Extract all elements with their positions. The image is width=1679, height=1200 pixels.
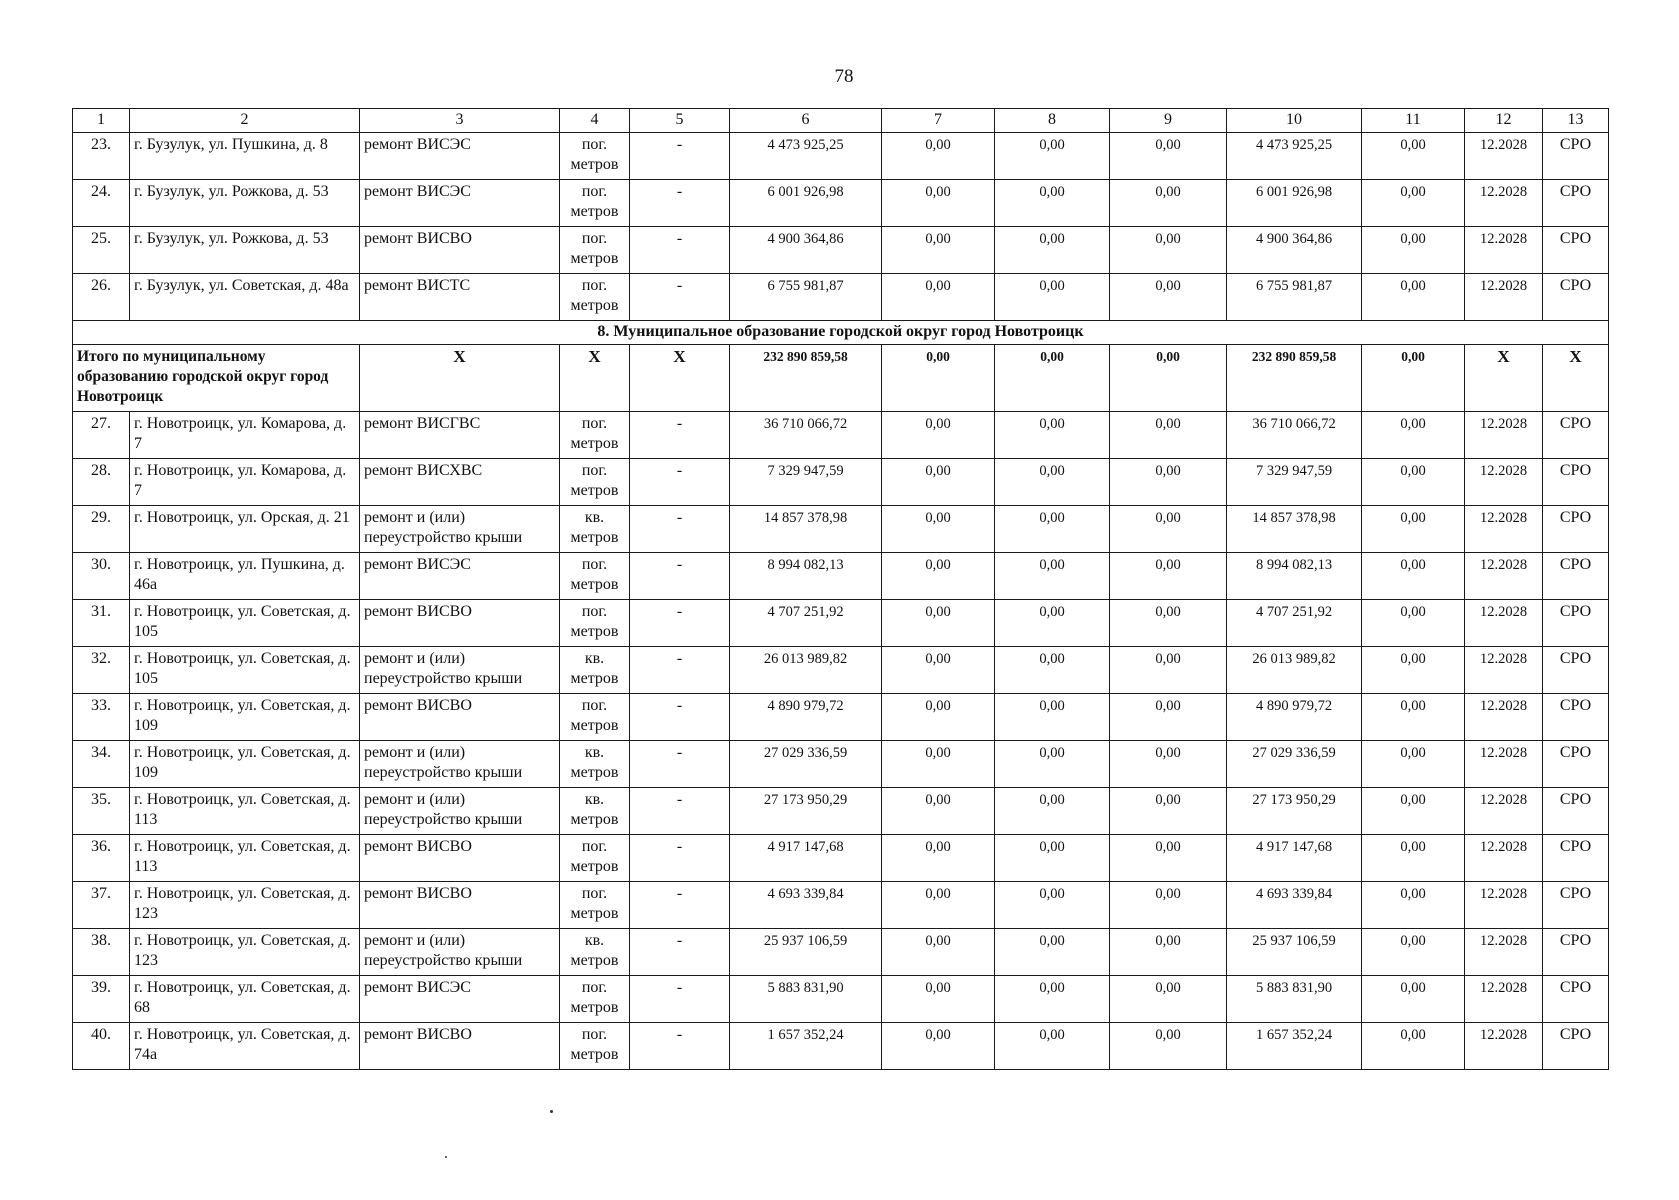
value-cell: 0,00: [1362, 506, 1465, 553]
value-cell: 0,00: [882, 929, 995, 976]
source-cell: СРО: [1543, 274, 1609, 321]
cost-total-cell: 25 937 106,59: [730, 929, 882, 976]
deadline-cell: 12.2028: [1465, 553, 1543, 600]
table-row: [73, 600, 1609, 647]
value-cell: 0,00: [1110, 976, 1227, 1023]
table-row: [73, 412, 1609, 459]
cost-fund-cell: 25 937 106,59: [1227, 929, 1362, 976]
column-header: 1: [73, 109, 130, 133]
value-cell: 0,00: [1110, 459, 1227, 506]
value-cell: 0,00: [995, 553, 1110, 600]
total-cell: 0,00: [1362, 345, 1465, 412]
cost-total-cell: 14 857 378,98: [730, 506, 882, 553]
row-number: 29.: [73, 506, 130, 553]
unit-cell: пог. метров: [560, 1023, 630, 1070]
cost-fund-cell: 14 857 378,98: [1227, 506, 1362, 553]
source-cell: СРО: [1543, 976, 1609, 1023]
capital-repair-table: [72, 108, 1609, 1070]
source-cell: СРО: [1543, 1023, 1609, 1070]
work-type-cell: ремонт ВИСЭС: [360, 133, 560, 180]
value-cell: 0,00: [995, 506, 1110, 553]
table-row: [73, 976, 1609, 1023]
address-cell: г. Новотроицк, ул. Советская, д. 105: [130, 647, 360, 694]
unit-cell: кв. метров: [560, 788, 630, 835]
column-header: 7: [882, 109, 995, 133]
cost-fund-cell: 7 329 947,59: [1227, 459, 1362, 506]
value-cell: 0,00: [1110, 180, 1227, 227]
value-cell: -: [630, 647, 730, 694]
value-cell: 0,00: [995, 274, 1110, 321]
value-cell: 0,00: [1362, 976, 1465, 1023]
deadline-cell: 12.2028: [1465, 741, 1543, 788]
value-cell: 0,00: [995, 976, 1110, 1023]
cost-total-cell: 36 710 066,72: [730, 412, 882, 459]
column-header: 9: [1110, 109, 1227, 133]
unit-cell: кв. метров: [560, 741, 630, 788]
value-cell: 0,00: [882, 180, 995, 227]
deadline-cell: 12.2028: [1465, 459, 1543, 506]
cost-fund-cell: 4 917 147,68: [1227, 835, 1362, 882]
table-row: [73, 274, 1609, 321]
address-cell: г. Бузулук, ул. Советская, д. 48а: [130, 274, 360, 321]
source-cell: СРО: [1543, 741, 1609, 788]
source-cell: СРО: [1543, 600, 1609, 647]
page-number: 78: [834, 66, 854, 87]
value-cell: 0,00: [882, 1023, 995, 1070]
value-cell: -: [630, 133, 730, 180]
total-row: [73, 345, 1609, 412]
value-cell: 0,00: [882, 133, 995, 180]
address-cell: г. Новотроицк, ул. Орская, д. 21: [130, 506, 360, 553]
cost-fund-cell: 5 883 831,90: [1227, 976, 1362, 1023]
address-cell: г. Новотроицк, ул. Советская, д. 109: [130, 694, 360, 741]
row-number: 38.: [73, 929, 130, 976]
value-cell: 0,00: [882, 647, 995, 694]
cost-fund-cell: 36 710 066,72: [1227, 412, 1362, 459]
table-row: [73, 882, 1609, 929]
deadline-cell: 12.2028: [1465, 882, 1543, 929]
table-row: [73, 133, 1609, 180]
cost-fund-cell: 27 029 336,59: [1227, 741, 1362, 788]
work-type-cell: ремонт и (или) переустройство крыши: [360, 929, 560, 976]
deadline-cell: 12.2028: [1465, 929, 1543, 976]
value-cell: 0,00: [1362, 600, 1465, 647]
unit-cell: пог. метров: [560, 553, 630, 600]
value-cell: -: [630, 180, 730, 227]
value-cell: 0,00: [1110, 553, 1227, 600]
value-cell: 0,00: [995, 412, 1110, 459]
total-cell: 232 890 859,58: [730, 345, 882, 412]
cost-total-cell: 27 029 336,59: [730, 741, 882, 788]
cost-fund-cell: 1 657 352,24: [1227, 1023, 1362, 1070]
unit-cell: пог. метров: [560, 227, 630, 274]
value-cell: 0,00: [882, 694, 995, 741]
cost-total-cell: 4 693 339,84: [730, 882, 882, 929]
work-type-cell: ремонт ВИСТС: [360, 274, 560, 321]
value-cell: 0,00: [1362, 835, 1465, 882]
source-cell: СРО: [1543, 788, 1609, 835]
value-cell: 0,00: [995, 227, 1110, 274]
unit-cell: пог. метров: [560, 976, 630, 1023]
value-cell: 0,00: [995, 180, 1110, 227]
source-cell: СРО: [1543, 133, 1609, 180]
work-type-cell: ремонт и (или) переустройство крыши: [360, 506, 560, 553]
unit-cell: кв. метров: [560, 647, 630, 694]
value-cell: 0,00: [995, 1023, 1110, 1070]
table-row: [73, 694, 1609, 741]
value-cell: 0,00: [1362, 227, 1465, 274]
column-header: 13: [1543, 109, 1609, 133]
value-cell: -: [630, 553, 730, 600]
table-row: [73, 741, 1609, 788]
value-cell: 0,00: [1362, 1023, 1465, 1070]
unit-cell: пог. метров: [560, 412, 630, 459]
cost-fund-cell: 4 693 339,84: [1227, 882, 1362, 929]
value-cell: -: [630, 600, 730, 647]
table-row: [73, 647, 1609, 694]
unit-cell: кв. метров: [560, 929, 630, 976]
value-cell: -: [630, 741, 730, 788]
row-number: 39.: [73, 976, 130, 1023]
row-number: 32.: [73, 647, 130, 694]
cost-fund-cell: 6 001 926,98: [1227, 180, 1362, 227]
cost-fund-cell: 4 473 925,25: [1227, 133, 1362, 180]
value-cell: -: [630, 274, 730, 321]
column-header: 4: [560, 109, 630, 133]
column-header: 5: [630, 109, 730, 133]
value-cell: 0,00: [1362, 180, 1465, 227]
value-cell: -: [630, 227, 730, 274]
rows-buzuluk: [73, 133, 1609, 321]
cost-total-cell: 4 890 979,72: [730, 694, 882, 741]
value-cell: 0,00: [1362, 788, 1465, 835]
column-header: 12: [1465, 109, 1543, 133]
cost-fund-cell: 4 707 251,92: [1227, 600, 1362, 647]
total-cell: 0,00: [1110, 345, 1227, 412]
cost-total-cell: 6 755 981,87: [730, 274, 882, 321]
deadline-cell: 12.2028: [1465, 647, 1543, 694]
cost-fund-cell: 8 994 082,13: [1227, 553, 1362, 600]
unit-cell: пог. метров: [560, 835, 630, 882]
cost-total-cell: 8 994 082,13: [730, 553, 882, 600]
section-novotroitsk: [73, 321, 1609, 412]
cost-total-cell: 4 473 925,25: [730, 133, 882, 180]
value-cell: 0,00: [1110, 788, 1227, 835]
value-cell: 0,00: [882, 553, 995, 600]
column-header: 3: [360, 109, 560, 133]
rows-novotroitsk: [73, 412, 1609, 1070]
cost-fund-cell: 4 900 364,86: [1227, 227, 1362, 274]
unit-cell: пог. метров: [560, 274, 630, 321]
total-cell: Х: [360, 345, 560, 412]
value-cell: -: [630, 882, 730, 929]
row-number: 31.: [73, 600, 130, 647]
value-cell: 0,00: [1110, 741, 1227, 788]
value-cell: 0,00: [1362, 882, 1465, 929]
source-cell: СРО: [1543, 929, 1609, 976]
row-number: 30.: [73, 553, 130, 600]
cost-fund-cell: 27 173 950,29: [1227, 788, 1362, 835]
cost-total-cell: 26 013 989,82: [730, 647, 882, 694]
value-cell: 0,00: [882, 274, 995, 321]
address-cell: г. Новотроицк, ул. Советская, д. 123: [130, 929, 360, 976]
deadline-cell: 12.2028: [1465, 788, 1543, 835]
section-title: 8. Муниципальное образование городской округ город Новотроицк: [73, 321, 1609, 345]
value-cell: -: [630, 1023, 730, 1070]
value-cell: 0,00: [1362, 929, 1465, 976]
deadline-cell: 12.2028: [1465, 133, 1543, 180]
total-cell: Х: [560, 345, 630, 412]
row-number: 25.: [73, 227, 130, 274]
total-cell: 0,00: [995, 345, 1110, 412]
address-cell: г. Новотроицк, ул. Пушкина, д. 46а: [130, 553, 360, 600]
cost-total-cell: 6 001 926,98: [730, 180, 882, 227]
table-row: [73, 929, 1609, 976]
source-cell: СРО: [1543, 647, 1609, 694]
value-cell: 0,00: [1362, 412, 1465, 459]
total-cell: Х: [1465, 345, 1543, 412]
cost-total-cell: 7 329 947,59: [730, 459, 882, 506]
cost-total-cell: 5 883 831,90: [730, 976, 882, 1023]
deadline-cell: 12.2028: [1465, 1023, 1543, 1070]
work-type-cell: ремонт и (или) переустройство крыши: [360, 741, 560, 788]
cost-fund-cell: 26 013 989,82: [1227, 647, 1362, 694]
value-cell: 0,00: [1362, 694, 1465, 741]
row-number: 36.: [73, 835, 130, 882]
scan-speck: [550, 1110, 553, 1113]
column-header: 6: [730, 109, 882, 133]
work-type-cell: ремонт ВИСЭС: [360, 553, 560, 600]
column-number-header: [73, 109, 1609, 133]
value-cell: 0,00: [995, 835, 1110, 882]
value-cell: 0,00: [1110, 506, 1227, 553]
table-row: [73, 506, 1609, 553]
cost-total-cell: 4 917 147,68: [730, 835, 882, 882]
address-cell: г. Новотроицк, ул. Советская, д. 113: [130, 835, 360, 882]
table-row: [73, 180, 1609, 227]
deadline-cell: 12.2028: [1465, 835, 1543, 882]
source-cell: СРО: [1543, 835, 1609, 882]
deadline-cell: 12.2028: [1465, 227, 1543, 274]
value-cell: 0,00: [1362, 553, 1465, 600]
work-type-cell: ремонт и (или) переустройство крыши: [360, 788, 560, 835]
column-header: 2: [130, 109, 360, 133]
address-cell: г. Новотроицк, ул. Советская, д. 68: [130, 976, 360, 1023]
deadline-cell: 12.2028: [1465, 976, 1543, 1023]
row-number: 37.: [73, 882, 130, 929]
value-cell: 0,00: [1110, 835, 1227, 882]
deadline-cell: 12.2028: [1465, 694, 1543, 741]
value-cell: -: [630, 788, 730, 835]
cost-fund-cell: 4 890 979,72: [1227, 694, 1362, 741]
value-cell: 0,00: [882, 835, 995, 882]
value-cell: 0,00: [1110, 1023, 1227, 1070]
value-cell: 0,00: [995, 929, 1110, 976]
unit-cell: пог. метров: [560, 133, 630, 180]
cost-total-cell: 27 173 950,29: [730, 788, 882, 835]
value-cell: 0,00: [882, 788, 995, 835]
row-number: 24.: [73, 180, 130, 227]
table-row: [73, 227, 1609, 274]
value-cell: 0,00: [882, 741, 995, 788]
value-cell: 0,00: [995, 600, 1110, 647]
work-type-cell: ремонт ВИСХВС: [360, 459, 560, 506]
deadline-cell: 12.2028: [1465, 274, 1543, 321]
total-cell: Х: [1543, 345, 1609, 412]
work-type-cell: ремонт ВИСВО: [360, 227, 560, 274]
value-cell: 0,00: [995, 647, 1110, 694]
row-number: 26.: [73, 274, 130, 321]
address-cell: г. Новотроицк, ул. Советская, д. 109: [130, 741, 360, 788]
source-cell: СРО: [1543, 882, 1609, 929]
total-label: Итого по муниципальному образованию городской округ город Новотроицк: [73, 345, 360, 412]
row-number: 27.: [73, 412, 130, 459]
value-cell: 0,00: [1362, 133, 1465, 180]
work-type-cell: ремонт ВИСВО: [360, 694, 560, 741]
value-cell: 0,00: [882, 976, 995, 1023]
work-type-cell: ремонт ВИСВО: [360, 882, 560, 929]
value-cell: 0,00: [1110, 227, 1227, 274]
deadline-cell: 12.2028: [1465, 600, 1543, 647]
unit-cell: пог. метров: [560, 882, 630, 929]
address-cell: г. Бузулук, ул. Рожкова, д. 53: [130, 227, 360, 274]
value-cell: -: [630, 835, 730, 882]
value-cell: 0,00: [995, 694, 1110, 741]
address-cell: г. Новотроицк, ул. Советская, д. 105: [130, 600, 360, 647]
value-cell: 0,00: [1110, 412, 1227, 459]
value-cell: 0,00: [882, 600, 995, 647]
value-cell: 0,00: [1110, 274, 1227, 321]
value-cell: -: [630, 694, 730, 741]
work-type-cell: ремонт ВИСВО: [360, 1023, 560, 1070]
work-type-cell: ремонт ВИСЭС: [360, 180, 560, 227]
value-cell: 0,00: [1110, 600, 1227, 647]
table-row: [73, 459, 1609, 506]
source-cell: СРО: [1543, 180, 1609, 227]
value-cell: 0,00: [995, 788, 1110, 835]
total-cell: 0,00: [882, 345, 995, 412]
value-cell: -: [630, 506, 730, 553]
value-cell: 0,00: [882, 882, 995, 929]
unit-cell: кв. метров: [560, 506, 630, 553]
column-header: 10: [1227, 109, 1362, 133]
value-cell: 0,00: [882, 227, 995, 274]
table-row: [73, 1023, 1609, 1070]
unit-cell: пог. метров: [560, 600, 630, 647]
unit-cell: пог. метров: [560, 180, 630, 227]
table-row: [73, 835, 1609, 882]
row-number: 28.: [73, 459, 130, 506]
row-number: 40.: [73, 1023, 130, 1070]
value-cell: 0,00: [882, 459, 995, 506]
source-cell: СРО: [1543, 553, 1609, 600]
source-cell: СРО: [1543, 459, 1609, 506]
address-cell: г. Новотроицк, ул. Комарова, д. 7: [130, 412, 360, 459]
value-cell: -: [630, 412, 730, 459]
value-cell: 0,00: [995, 459, 1110, 506]
cost-total-cell: 1 657 352,24: [730, 1023, 882, 1070]
unit-cell: пог. метров: [560, 694, 630, 741]
section-title-row: [73, 321, 1609, 345]
source-cell: СРО: [1543, 506, 1609, 553]
scan-speck: [445, 1156, 447, 1158]
deadline-cell: 12.2028: [1465, 412, 1543, 459]
value-cell: 0,00: [882, 412, 995, 459]
cost-fund-cell: 6 755 981,87: [1227, 274, 1362, 321]
total-cell: Х: [630, 345, 730, 412]
column-header: 8: [995, 109, 1110, 133]
address-cell: г. Новотроицк, ул. Советская, д. 113: [130, 788, 360, 835]
deadline-cell: 12.2028: [1465, 180, 1543, 227]
table-row: [73, 553, 1609, 600]
value-cell: 0,00: [1362, 741, 1465, 788]
value-cell: 0,00: [1110, 882, 1227, 929]
total-cell: 232 890 859,58: [1227, 345, 1362, 412]
table-row: [73, 788, 1609, 835]
address-cell: г. Новотроицк, ул. Советская, д. 123: [130, 882, 360, 929]
value-cell: 0,00: [995, 741, 1110, 788]
row-number: 23.: [73, 133, 130, 180]
source-cell: СРО: [1543, 412, 1609, 459]
column-header: 11: [1362, 109, 1465, 133]
value-cell: 0,00: [1362, 459, 1465, 506]
value-cell: 0,00: [1110, 929, 1227, 976]
unit-cell: пог. метров: [560, 459, 630, 506]
value-cell: 0,00: [1110, 133, 1227, 180]
value-cell: -: [630, 929, 730, 976]
value-cell: 0,00: [1362, 647, 1465, 694]
work-type-cell: ремонт ВИСВО: [360, 600, 560, 647]
value-cell: 0,00: [1110, 694, 1227, 741]
deadline-cell: 12.2028: [1465, 506, 1543, 553]
cost-total-cell: 4 900 364,86: [730, 227, 882, 274]
address-cell: г. Новотроицк, ул. Комарова, д. 7: [130, 459, 360, 506]
row-number: 35.: [73, 788, 130, 835]
source-cell: СРО: [1543, 694, 1609, 741]
address-cell: г. Новотроицк, ул. Советская, д. 74а: [130, 1023, 360, 1070]
value-cell: 0,00: [995, 133, 1110, 180]
work-type-cell: ремонт ВИСЭС: [360, 976, 560, 1023]
address-cell: г. Бузулук, ул. Рожкова, д. 53: [130, 180, 360, 227]
value-cell: 0,00: [1362, 274, 1465, 321]
row-number: 34.: [73, 741, 130, 788]
cost-total-cell: 4 707 251,92: [730, 600, 882, 647]
work-type-cell: ремонт ВИСВО: [360, 835, 560, 882]
source-cell: СРО: [1543, 227, 1609, 274]
value-cell: 0,00: [1110, 647, 1227, 694]
row-number: 33.: [73, 694, 130, 741]
value-cell: 0,00: [995, 882, 1110, 929]
value-cell: -: [630, 459, 730, 506]
address-cell: г. Бузулук, ул. Пушкина, д. 8: [130, 133, 360, 180]
work-type-cell: ремонт ВИСГВС: [360, 412, 560, 459]
work-type-cell: ремонт и (или) переустройство крыши: [360, 647, 560, 694]
value-cell: 0,00: [882, 506, 995, 553]
value-cell: -: [630, 976, 730, 1023]
